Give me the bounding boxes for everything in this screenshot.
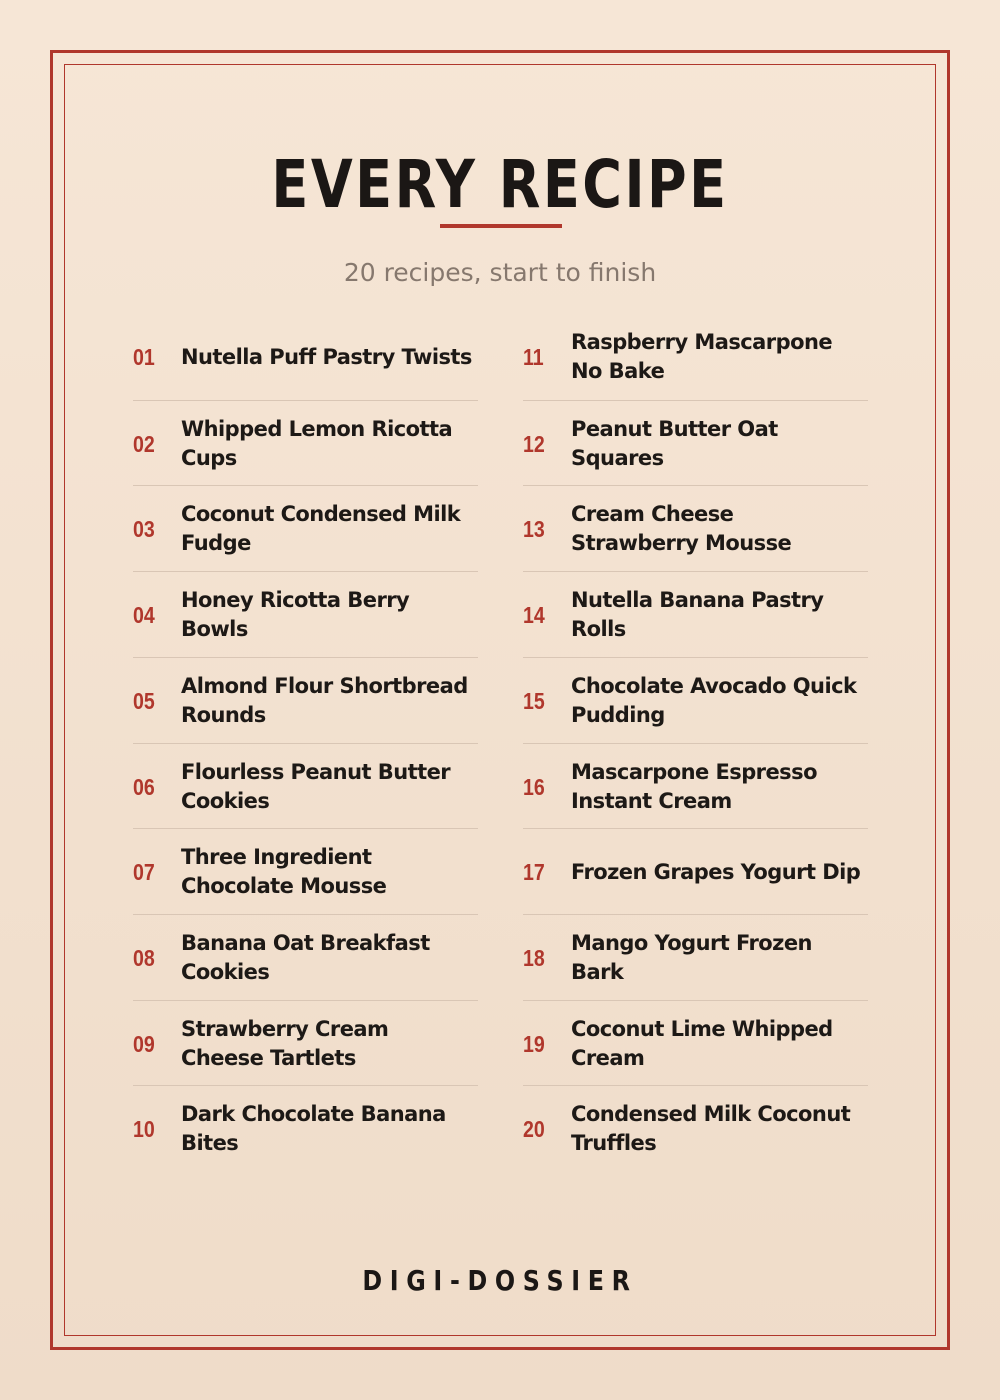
recipe-name: Honey Ricotta Berry Bowls <box>181 588 410 642</box>
recipe-name: Banana Oat Breakfast Cookies <box>181 930 430 984</box>
recipe-number: 02 <box>133 430 155 457</box>
recipe-number: 13 <box>523 516 545 543</box>
recipe-name: Mango Yogurt Frozen Bark <box>571 930 812 984</box>
recipe-number: 14 <box>523 602 545 629</box>
recipe-name: Strawberry Cream Cheese Tartlets <box>181 1016 389 1070</box>
recipe-item <box>133 914 478 1000</box>
recipe-name: Coconut Condensed Milk Fudge <box>181 502 461 556</box>
page-subtitle: 20 recipes, start to finish <box>343 258 657 287</box>
recipe-item <box>523 657 868 743</box>
recipe-number: 16 <box>523 773 545 800</box>
page-title: EVERY RECIPE <box>271 146 729 223</box>
recipe-number: 06 <box>133 773 155 800</box>
recipe-item <box>523 1000 868 1086</box>
recipe-name: Frozen Grapes Yogurt Dip <box>571 859 861 884</box>
recipe-item <box>523 1085 868 1171</box>
recipe-name: Dark Chocolate Banana Bites <box>181 1102 446 1156</box>
recipe-name: Cream Cheese Strawberry Mousse <box>571 502 792 556</box>
recipe-item <box>133 400 478 486</box>
recipe-number: 18 <box>523 944 545 971</box>
recipe-item <box>133 657 478 743</box>
recipe-item <box>133 1000 478 1086</box>
recipe-item <box>523 743 868 829</box>
recipe-number: 11 <box>523 344 544 370</box>
recipe-name: Coconut Lime Whipped Cream <box>571 1016 833 1070</box>
recipe-name: Nutella Puff Pastry Twists <box>181 344 472 369</box>
recipe-item <box>133 571 478 657</box>
recipe-name: Nutella Banana Pastry Rolls <box>571 588 824 642</box>
recipe-number: 09 <box>133 1030 155 1057</box>
recipe-item <box>523 485 868 571</box>
recipe-name: Chocolate Avocado Quick Pudding <box>571 673 857 727</box>
recipe-item <box>133 828 478 914</box>
recipe-number: 08 <box>133 944 155 971</box>
recipe-number: 01 <box>133 344 155 370</box>
recipe-number: 12 <box>523 430 545 457</box>
recipe-number: 20 <box>523 1116 545 1143</box>
recipe-item <box>523 400 868 486</box>
recipe-number: 15 <box>523 687 545 714</box>
recipe-item <box>133 1085 478 1171</box>
recipe-item <box>523 314 868 400</box>
recipe-name: Three Ingredient Chocolate Mousse <box>181 845 387 899</box>
recipe-item <box>523 828 868 914</box>
recipe-number: 04 <box>133 602 155 629</box>
recipe-number: 07 <box>133 859 155 886</box>
recipe-name: Condensed Milk Coconut Truffles <box>571 1102 851 1156</box>
recipe-name: Mascarpone Espresso Instant Cream <box>571 759 817 813</box>
recipe-item <box>133 485 478 571</box>
recipe-item <box>133 743 478 829</box>
recipe-item <box>133 314 478 400</box>
brand-name: DIGI-DOSSIER <box>362 1264 638 1297</box>
recipe-number: 03 <box>133 516 155 543</box>
recipe-item <box>523 914 868 1000</box>
title-underline <box>440 224 562 228</box>
recipe-number: 05 <box>133 687 155 714</box>
recipe-name: Almond Flour Shortbread Rounds <box>181 673 468 727</box>
recipe-item <box>523 571 868 657</box>
recipe-name: Flourless Peanut Butter Cookies <box>181 759 451 813</box>
recipe-number: 10 <box>133 1116 155 1143</box>
recipe-name: Raspberry Mascarpone No Bake <box>571 330 833 383</box>
recipe-name: Peanut Butter Oat Squares <box>571 416 778 470</box>
recipe-name: Whipped Lemon Ricotta Cups <box>181 416 453 470</box>
recipe-number: 19 <box>523 1030 545 1057</box>
recipe-number: 17 <box>523 859 545 886</box>
